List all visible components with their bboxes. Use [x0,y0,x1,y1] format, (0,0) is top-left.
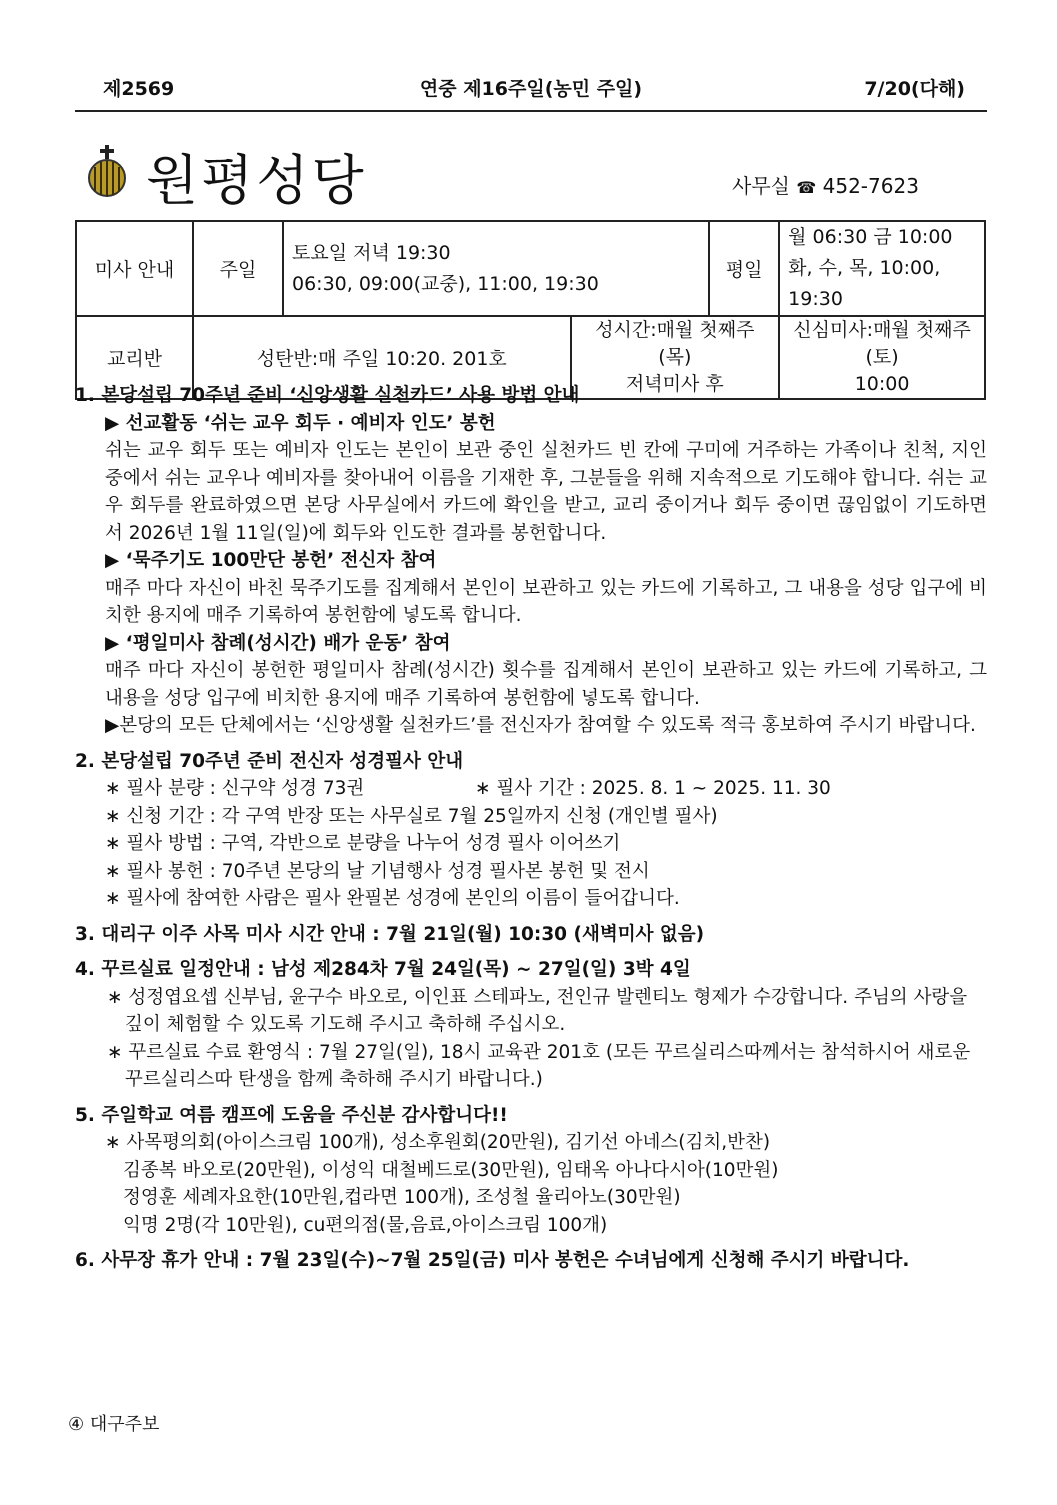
section-6-title: 6. 사무장 휴가 안내 : 7월 23일(수)~7월 25일(금) 미사 봉헌은 수녀님에게 신청해 주시기 바랍니다. [75,1250,910,1271]
section-2-line3: ∗ 필사 방법 : 구역, 각반으로 분량을 나누어 성경 필사 이어쓰기 [105,833,621,854]
mass-label: 미사 안내 [76,221,193,316]
section-3-title: 3. 대리구 이주 사목 미사 시간 안내 : 7월 21일(월) 10:30 (새벽미사 없음) [75,923,705,945]
section-2-amount: ∗ 필사 분량 : 신구약 성경 73권 [105,778,365,799]
section-1-title: 1. 본당설립 70주년 준비 ‘신앙생활 실천카드’ 사용 방법 안내 [75,385,580,406]
parish-name: 원평성당 [146,149,367,212]
section-2-line1 [75,775,987,803]
section-1-para2: 매주 마다 자신이 바친 묵주기도를 집계해서 본인이 보관하고 있는 카드에 기록하고, 그 내용을 성당 입구에 비치한 용지에 매주 기록하여 봉헌함에 넣도록 합니다. [105,577,987,626]
office-phone: 452-7623 [822,174,919,198]
section-1-sub2: ▶ ‘묵주기도 100만단 봉헌’ 전신자 참여 [105,550,437,571]
holy-hour-line1: 성시간:매월 첫째주(목) [595,319,755,368]
weekday-times-line1: 월 06:30 금 10:00 [788,226,953,248]
section-5-line4: 익명 2명(각 10만원), cu편의점(물,음료,아이스크림 100개) [123,1214,608,1236]
section-5-title: 5. 주일학교 여름 캠프에 도움을 주신분 감사합니다!! [75,1104,508,1126]
devotion-line2: 10:00 [854,373,910,395]
sunday-times [283,221,709,316]
office-contact [732,170,919,199]
section-4-line2: ∗ 꾸르실료 수료 환영식 : 7월 27일(일), 18시 교육관 201호 (모든 꾸르실리스따께서는 참석하시어 새로운 꾸르실리스따 탄생을 함께 축하해 주시기 바랍니다.) [107,1041,971,1090]
section-2-period: ∗ 필사 기간 : 2025. 8. 1 ~ 2025. 11. 30 [475,778,831,799]
weekday-times [779,221,985,316]
section-5-line1: ∗ 사목평의회(아이스크림 100개), 성소후원회(20만원), 김기선 아네스(김치,반찬) [105,1132,771,1153]
page-footer: ④ 대구주보 [68,1414,160,1435]
section-4-title: 4. 꾸르실료 일정안내 : 남성 제284차 7월 24일(목) ~ 27일(일) 3박 4일 [75,959,691,980]
weekday-label: 평일 [709,221,779,316]
announcements [75,382,987,1275]
section-2-line5: ∗ 필사에 참여한 사람은 필사 완필본 성경에 본인의 이름이 들어갑니다. [105,888,680,909]
bulletin-header [75,72,987,112]
sunday-label: 주일 [193,221,283,316]
church-logo-icon [82,145,132,197]
office-label: 사무실 [732,174,790,198]
catechism-class: 성탄반:매 주일 10:20. 201호 [193,316,571,399]
sunday-title: 연중 제16주일(농민 주일) [419,78,643,100]
sunday-times-line1: 토요일 저녁 19:30 [292,241,451,264]
section-1-sub1: ▶ 선교활동 ‘쉬는 교우 회두 · 예비자 인도’ 봉헌 [105,412,496,434]
section-5-line2: 김종복 바오로(20만원), 이성익 대철베드로(30만원), 임태옥 아나다시아(10만원) [123,1159,779,1181]
phone-icon: ☎ [796,178,817,197]
weekday-times-line2: 화, 수, 목, 10:00, 19:30 [788,257,941,310]
devotion-line1: 신심미사:매월 첫째주(토) [793,319,971,368]
section-1-para4: ▶본당의 모든 단체에서는 ‘신앙생활 실천카드’를 전신자가 참여할 수 있도록 적극 홍보하여 주시기 바랍니다. [105,715,976,736]
section-1-para3: 매주 마다 자신이 봉헌한 평일미사 참례(성시간) 횟수를 집계해서 본인이 보관하고 있는 카드에 기록하고, 그 내용을 성당 입구에 비치한 용지에 매주 기록하여 봉헌함에 넣도록 합니다. [105,660,987,709]
section-2-line2: ∗ 신청 기간 : 각 구역 반장 또는 사무실로 7월 25일까지 신청 (개인별 필사) [105,805,718,827]
section-2-line4: ∗ 필사 봉헌 : 70주년 본당의 날 기념행사 성경 필사본 봉헌 및 전시 [105,860,650,882]
schedule-table [75,220,986,400]
holy-hour-line2: 저녁미사 후 [625,373,724,395]
bulletin-date: 7/20(다해) [864,78,965,100]
section-1-para1: 쉬는 교우 회두 또는 예비자 인도는 본인이 보관 중인 실천카드 빈 칸에 구미에 거주하는 가족이나 친척, 지인 중에서 쉬는 교우나 예비자를 찾아내어 이름을 기재한 후, 그분들을 위해 지속적으로 기도해야 합니다. 쉬는 교우 회두를 완료하였으면 본당 사무실에서 카드에 확인을 받고, 교리 중이거나 회두 중이면 끊임없이 기도하면서 2026년 1월 11일(일)에 회두와 인도한 결과를 봉헌합니다. [105,440,987,544]
section-5-line3: 정영훈 세례자요한(10만원,컵라면 100개), 조성철 율리아노(30만원) [123,1187,681,1208]
issue-number: 제2569 [103,78,175,100]
section-1-sub3: ▶ ‘평일미사 참례(성시간) 배가 운동’ 참여 [105,632,451,654]
catechism-label: 교리반 [76,316,193,399]
sunday-times-line2: 06:30, 09:00(교중), 11:00, 19:30 [292,272,599,295]
section-4-line1: ∗ 성정엽요셉 신부님, 윤구수 바오로, 이인표 스테파노, 전인규 발렌티노 형제가 수강합니다. 주님의 사랑을 깊이 체험할 수 있도록 기도해 주시고 축하해 주십시오. [107,986,968,1035]
section-2-title: 2. 본당설립 70주년 준비 전신자 성경필사 안내 [75,750,464,772]
